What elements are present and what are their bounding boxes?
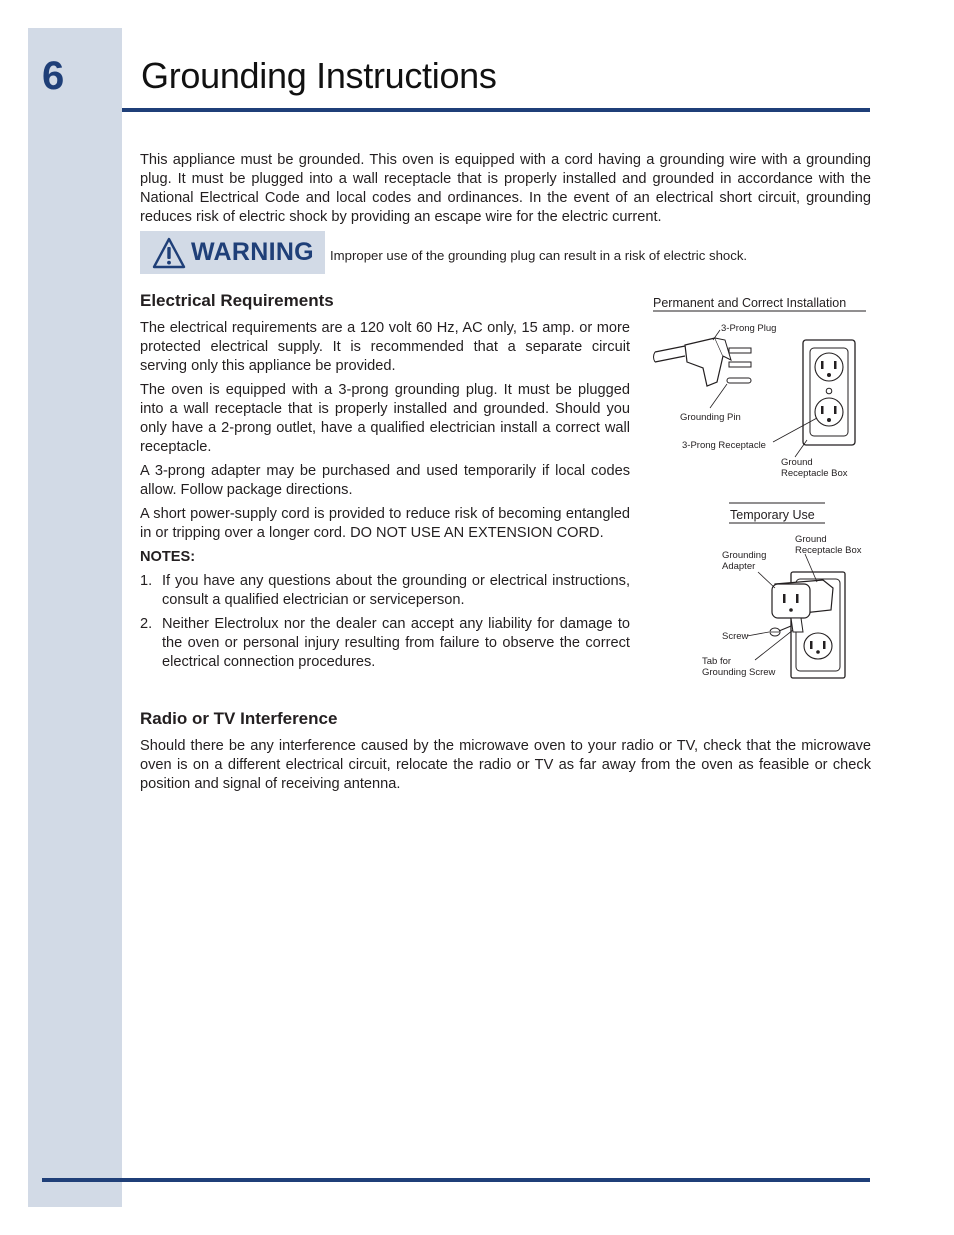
warning-label: WARNING [191,238,314,266]
intro-paragraph: This appliance must be grounded. This oven is equipped with a cord having a grounding wire with a grounding plug. It must be plugged into a wall receptacle that is properly installed and grounded in accordance with the National Electrical Code and local codes and ordinances. In the event of an electrical short circuit, grounding reduces risk of electric shock by providing an escape wire for the electric current. [140,152,871,225]
note-number: 2. [140,616,153,632]
label-receptacle-box: Receptacle Box [781,468,848,479]
label-receptacle-box: Receptacle Box [795,545,862,556]
note-item [140,615,630,672]
warning-triangle-icon [152,237,186,269]
note-item [140,572,630,610]
label-screw: Screw [722,631,749,642]
radio-tv-paragraph: Should there be any interference caused by the microwave oven to your radio or TV, check that the microwave oven is on a different electrical circuit, relocate the radio or TV as far away from the oven as feasible or check position and signal of receiving antenna. [140,738,871,792]
label-ground: Ground [781,457,813,468]
note-text: Neither Electrolux nor the dealer can accept any liability for damage to the oven or personal injury resulting from failure to observe the correct electrical connection procedures. [162,616,630,670]
radio-tv-heading: Radio or TV Interference [140,709,338,728]
label-three-prong-plug: 3-Prong Plug [721,323,777,334]
footer-rule [42,1178,870,1182]
three-prong-plug [685,338,723,386]
page-title: Grounding Instructions [141,55,497,96]
electrical-paragraph: A 3-prong adapter may be purchased and used temporarily if local codes allow. Follow package directions. [140,463,630,498]
temporary-use-figure [695,500,875,685]
page-number: 6 [42,54,65,98]
electrical-requirements-body [140,319,630,677]
figure-title: Temporary Use [730,508,815,522]
label-grounding-pin: Grounding Pin [680,412,741,423]
label-three-prong-receptacle: 3-Prong Receptacle [682,440,766,451]
electrical-paragraph: The electrical requirements are a 120 volt 60 Hz, AC only, 15 amp. or more protected electrical supply. It is recommended that a separate circuit serving only this appliance be provided. [140,320,630,374]
label-adapter: Adapter [722,561,756,572]
label-tab-for: Tab for [702,656,732,667]
permanent-installation-figure [645,290,875,490]
grounding-pin [727,378,751,383]
electrical-requirements-heading: Electrical Requirements [140,291,334,310]
label-grounding-screw: Grounding Screw [702,667,776,678]
notes-title: NOTES: [140,549,196,565]
warning-text: Improper use of the grounding plug can result in a risk of electric shock. [330,248,748,263]
header-rule [122,108,870,112]
note-text: If you have any questions about the grounding or electrical instructions, consult a qualified electrician or serviceperson. [162,573,630,608]
electrical-paragraph: A short power-supply cord is provided to reduce risk of becoming entangled in or tripping over a longer cord. DO NOT USE AN EXTENSION CORD. [140,506,630,541]
note-number: 1. [140,573,153,589]
label-ground: Ground [795,534,827,545]
page-sidebar [28,28,122,1207]
label-grounding: Grounding [722,550,767,561]
electrical-paragraph: The oven is equipped with a 3-prong grounding plug. It must be plugged into a wall receptacle that is properly installed and grounded. Should you only have a 2-prong outlet, have a qualified electrician install a correct wall receptacle. [140,382,630,455]
figure-title: Permanent and Correct Installation [653,296,847,310]
warning-badge [140,231,325,274]
